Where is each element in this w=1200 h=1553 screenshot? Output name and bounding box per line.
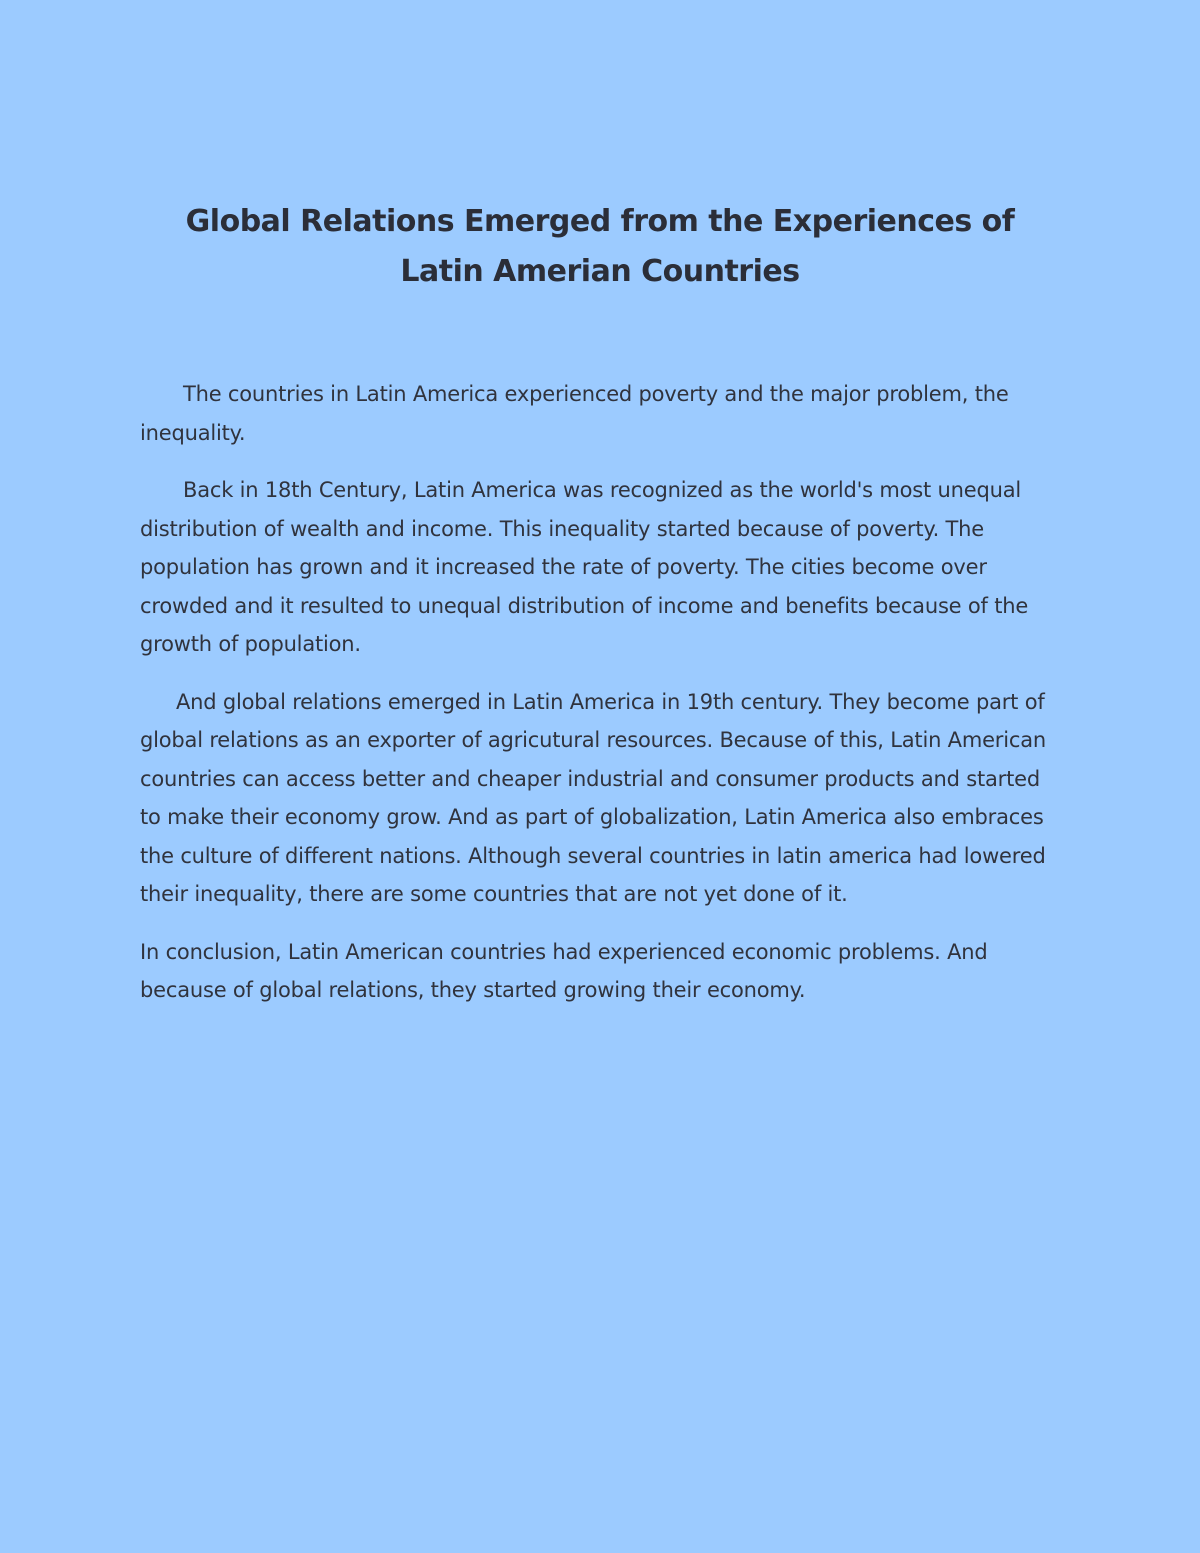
paragraph-conclusion: In conclusion, Latin American countries had experienced economic problems. And because of global relations, they started growing their economy. [140,939,988,1002]
paragraph-intro: The countries in Latin America experienced poverty and the major problem, the inequality. [140,382,1009,445]
paragraph-18th-century: Back in 18th Century, Latin America was recognized as the world's most unequal distribution of wealth and income. This inequality started because of poverty. The population has grown and it increased the rate of poverty. The cities become over crowded and it resulted to unequal distribution of income and benefits because of the growth of population. [140,478,1029,656]
paragraph-global-relations: And global relations emerged in Latin America in 19th century. They become part of global relations as an exporter of agricutural resources. Because of this, Latin American countries can access better and cheaper industrial and consumer products and started to make their economy grow. And as part of globalization, Latin America also embraces the culture of different nations. Although several countries in latin america had lowered their inequality, there are some countries that are not yet done of it. [140,689,1046,906]
document-body [140,375,1065,1029]
document-title: Global Relations Emerged from the Experiences of Latin Amerian Countries [185,204,1015,289]
